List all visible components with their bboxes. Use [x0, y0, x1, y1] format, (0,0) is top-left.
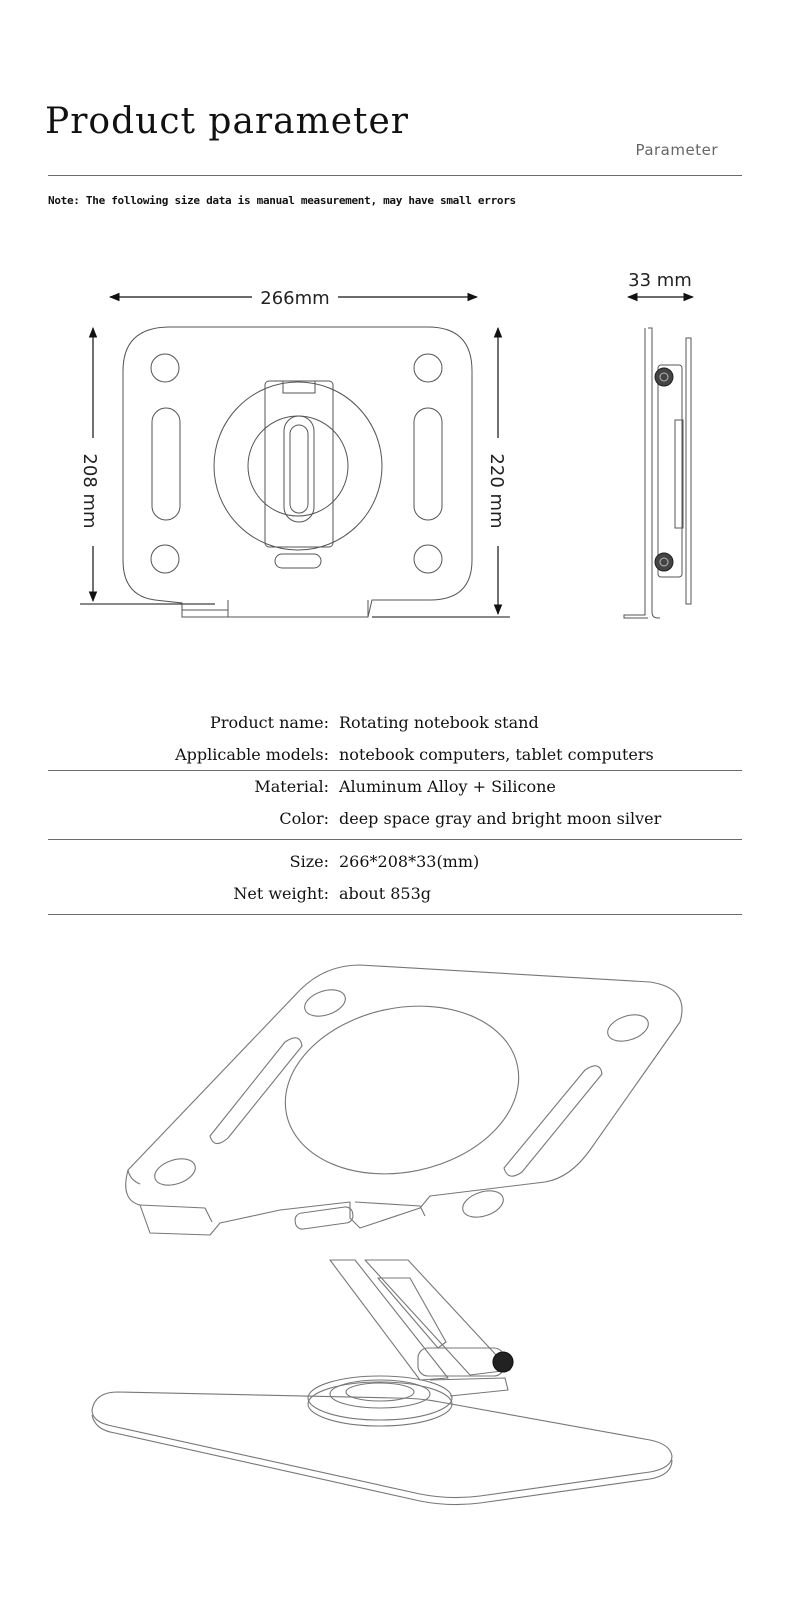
spec-value: Rotating notebook stand	[339, 713, 539, 732]
spec-label: Product name:	[210, 713, 329, 732]
left-height-label: 208 mm	[79, 453, 100, 529]
support-arm	[330, 1260, 510, 1380]
front-view-drawing	[123, 327, 472, 617]
spec-row-color	[0, 809, 790, 835]
spec-row-net-weight	[0, 884, 790, 910]
spec-label: Size:	[289, 852, 329, 871]
measurement-note: Note: The following size data is manual measurement, may have small errors	[48, 194, 516, 207]
right-height-label: 220 mm	[486, 453, 507, 529]
side-view-drawing	[624, 270, 693, 618]
dimension-drawing	[0, 0, 790, 640]
product-illustration	[0, 960, 790, 1520]
width-label: 266mm	[260, 288, 330, 309]
base-plate	[92, 1392, 672, 1505]
spec-row-material	[0, 777, 790, 803]
page-title: Product parameter	[45, 101, 410, 142]
spec-label: Applicable models:	[175, 745, 329, 764]
spec-divider	[48, 914, 742, 915]
spec-value: notebook computers, tablet computers	[339, 745, 654, 764]
page-subtitle: Parameter	[635, 141, 718, 159]
spec-value: Aluminum Alloy + Silicone	[339, 777, 556, 796]
spec-value: 266*208*33(mm)	[339, 852, 480, 871]
turntable	[308, 1376, 508, 1426]
spec-value: about 853g	[339, 884, 432, 903]
spec-label: Material:	[254, 777, 329, 796]
spec-value: deep space gray and bright moon silver	[339, 809, 662, 828]
spec-divider	[48, 770, 742, 771]
spec-row-applicable-models	[0, 745, 790, 771]
spec-row-size	[0, 852, 790, 878]
spec-divider	[48, 839, 742, 840]
hinge-knob	[493, 1352, 513, 1372]
left-height-dimension	[79, 328, 215, 604]
depth-label: 33 mm	[628, 270, 692, 291]
width-dimension	[110, 288, 477, 309]
top-plate	[126, 965, 682, 1235]
spec-row-product-name	[0, 713, 790, 739]
right-height-dimension	[372, 328, 510, 617]
spec-label: Color:	[279, 809, 329, 828]
spec-label: Net weight:	[233, 884, 329, 903]
